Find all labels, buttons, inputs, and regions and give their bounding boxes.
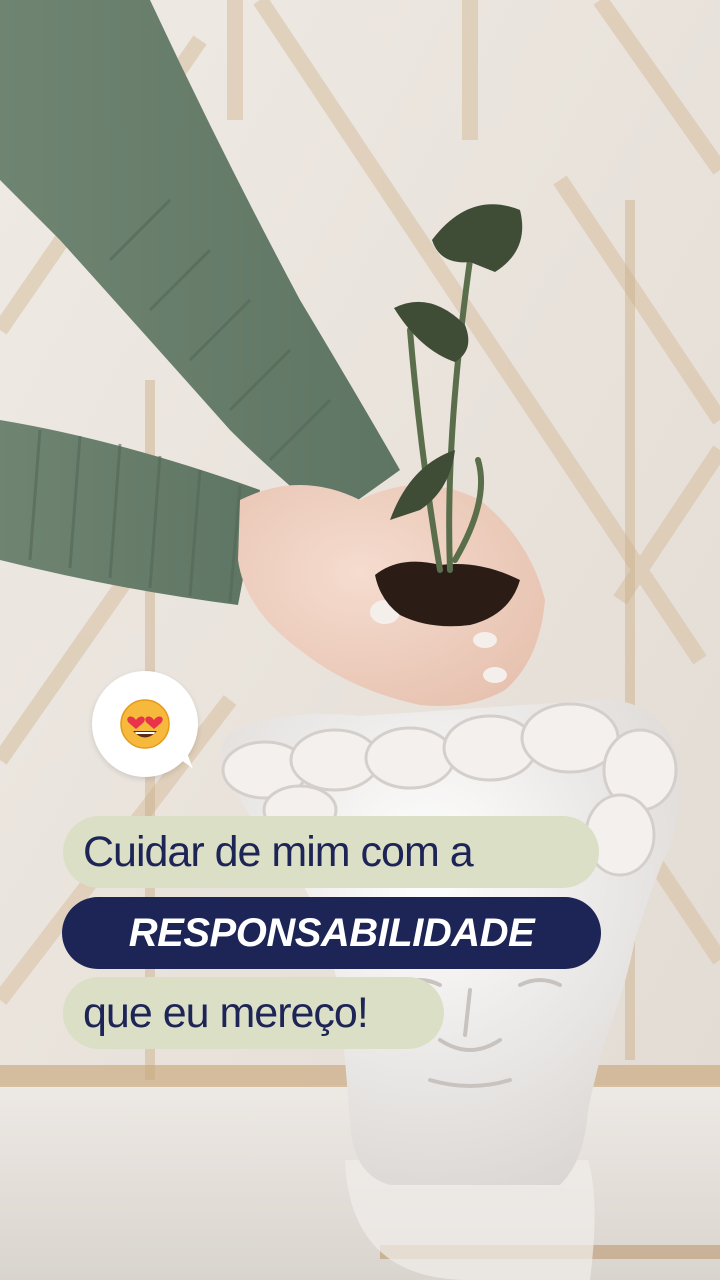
smiling-face-with-heart-eyes-icon [119,698,171,750]
caption-line-1: Cuidar de mim com a [63,816,599,888]
emoji-bubble-tail [175,751,192,772]
caption-line-3: que eu mereço! [63,977,444,1049]
caption-line-2-highlight: RESPONSABILIDADE [62,897,601,969]
emoji-reaction-bubble [92,671,198,777]
